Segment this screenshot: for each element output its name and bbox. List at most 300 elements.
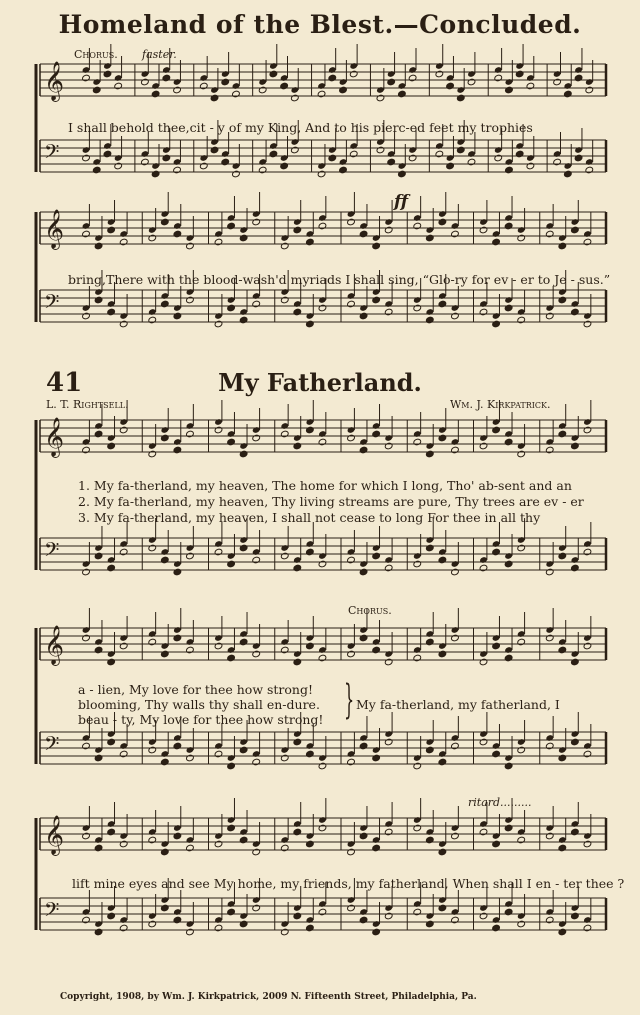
- note-head: [413, 438, 422, 446]
- note-head: [438, 218, 447, 226]
- note-head: [82, 634, 91, 642]
- lyric-line-1: I shall behold thee,cit - y of my King, And to his pierc-ed feet my trophies: [68, 120, 533, 135]
- note-head: [451, 742, 460, 750]
- note-head: [318, 222, 327, 230]
- note-head: [435, 150, 444, 158]
- note-head: [239, 920, 248, 928]
- note-head: [438, 758, 447, 766]
- cont-verse-2: blooming, Thy walls thy shall en-dure.: [78, 697, 320, 712]
- note-head: [94, 430, 103, 438]
- treble-clef-icon: 𝄞: [44, 417, 65, 457]
- note-head: [558, 242, 567, 250]
- note-head: [173, 568, 182, 576]
- note-head: [119, 320, 128, 328]
- note-head: [574, 74, 583, 82]
- note-head: [492, 840, 501, 848]
- note-head: [239, 836, 248, 844]
- note-head: [372, 646, 381, 654]
- note-head: [517, 234, 526, 242]
- note-head: [148, 920, 157, 928]
- note-head: [426, 836, 435, 844]
- note-head: [306, 548, 315, 556]
- verse-brace: }: [344, 677, 355, 723]
- chorus-lyric: My fa-therland, my fatherland, I: [356, 697, 560, 712]
- note-head: [359, 446, 368, 454]
- note-head: [252, 650, 261, 658]
- note-head: [426, 234, 435, 242]
- note-head: [186, 928, 195, 936]
- note-head: [504, 560, 513, 568]
- note-head: [347, 904, 356, 912]
- note-head: [161, 848, 170, 856]
- note-head: [252, 758, 261, 766]
- note-head: [384, 308, 393, 316]
- note-head: [372, 928, 381, 936]
- note-head: [82, 916, 91, 924]
- note-head: [438, 300, 447, 308]
- note-head: [571, 226, 580, 234]
- note-head: [564, 90, 573, 98]
- note-head: [451, 634, 460, 642]
- note-head: [359, 832, 368, 840]
- note-head: [318, 304, 327, 312]
- note-head: [306, 750, 315, 758]
- note-head: [94, 928, 103, 936]
- note-head: [119, 548, 128, 556]
- note-head: [94, 552, 103, 560]
- note-head: [306, 642, 315, 650]
- note-head: [571, 912, 580, 920]
- note-head: [398, 90, 407, 98]
- note-head: [408, 74, 417, 82]
- note-head: [214, 426, 223, 434]
- note-head: [239, 234, 248, 242]
- note-head: [384, 828, 393, 836]
- note-head: [494, 154, 503, 162]
- note-head: [558, 754, 567, 762]
- note-head: [446, 162, 455, 170]
- note-head: [214, 642, 223, 650]
- note-head: [426, 638, 435, 646]
- note-head: [515, 150, 524, 158]
- note-head: [545, 634, 554, 642]
- ritard-marking: ritard.........: [468, 796, 532, 809]
- note-head: [161, 434, 170, 442]
- note-head: [558, 928, 567, 936]
- note-head: [318, 560, 327, 568]
- note-head: [504, 762, 513, 770]
- note-head: [515, 70, 524, 78]
- chorus-label-1: Chorus.: [74, 48, 118, 61]
- treble-clef-icon: 𝄞: [44, 815, 65, 855]
- note-head: [494, 74, 503, 82]
- lyric-line-2: bring,There with the blood-wash'd myriads I shall sing, “Glo-ry for ev - er to Je - sus.”: [68, 272, 611, 287]
- note-head: [384, 226, 393, 234]
- note-head: [339, 86, 348, 94]
- note-head: [252, 556, 261, 564]
- note-head: [438, 556, 447, 564]
- note-head: [103, 70, 112, 78]
- note-head: [517, 836, 526, 844]
- note-head: [239, 544, 248, 552]
- note-head: [82, 446, 91, 454]
- note-head: [517, 544, 526, 552]
- note-head: [318, 438, 327, 446]
- note-head: [328, 154, 337, 162]
- note-head: [413, 824, 422, 832]
- note-head: [359, 916, 368, 924]
- note-head: [384, 564, 393, 572]
- note-head: [214, 548, 223, 556]
- note-head: [280, 646, 289, 654]
- note-head: [94, 646, 103, 654]
- note-head: [456, 146, 465, 154]
- note-head: [467, 78, 476, 86]
- note-head: [492, 238, 501, 246]
- note-head: [384, 912, 393, 920]
- note-head: [173, 742, 182, 750]
- note-head: [359, 568, 368, 576]
- treble-clef-icon: 𝄞: [44, 61, 65, 101]
- note-head: [232, 170, 241, 178]
- note-head: [479, 658, 488, 666]
- chorus-label-2: Chorus.: [348, 604, 392, 617]
- note-head: [141, 158, 150, 166]
- note-head: [82, 154, 91, 162]
- note-head: [574, 154, 583, 162]
- note-head: [438, 848, 447, 856]
- note-head: [384, 738, 393, 746]
- note-head: [492, 924, 501, 932]
- note-head: [571, 308, 580, 316]
- note-head: [558, 646, 567, 654]
- note-head: [306, 320, 315, 328]
- note-head: [492, 320, 501, 328]
- treble-clef-icon: 𝄞: [44, 209, 65, 249]
- note-head: [571, 442, 580, 450]
- note-head: [585, 86, 594, 94]
- note-head: [571, 564, 580, 572]
- note-head: [227, 824, 236, 832]
- note-head: [479, 912, 488, 920]
- note-head: [451, 446, 460, 454]
- note-head: [372, 296, 381, 304]
- note-head: [426, 920, 435, 928]
- note-head: [306, 426, 315, 434]
- composer: Wm. J. Kirkpatrick.: [450, 398, 551, 411]
- note-head: [545, 742, 554, 750]
- note-head: [451, 312, 460, 320]
- note-head: [173, 166, 182, 174]
- note-head: [372, 754, 381, 762]
- note-head: [227, 908, 236, 916]
- note-head: [571, 738, 580, 746]
- note-head: [339, 166, 348, 174]
- note-head: [280, 844, 289, 852]
- note-head: [280, 82, 289, 90]
- note-head: [293, 912, 302, 920]
- note-head: [199, 82, 208, 90]
- note-head: [214, 320, 223, 328]
- note-head: [293, 738, 302, 746]
- note-head: [426, 316, 435, 324]
- note-head: [252, 300, 261, 308]
- note-head: [517, 450, 526, 458]
- note-head: [214, 840, 223, 848]
- note-head: [376, 94, 385, 102]
- note-head: [94, 754, 103, 762]
- note-head: [413, 560, 422, 568]
- note-head: [306, 924, 315, 932]
- note-head: [347, 218, 356, 226]
- note-head: [227, 438, 236, 446]
- note-head: [347, 758, 356, 766]
- note-head: [372, 430, 381, 438]
- note-head: [162, 154, 171, 162]
- note-head: [359, 634, 368, 642]
- note-head: [114, 162, 123, 170]
- note-head: [186, 296, 195, 304]
- note-head: [119, 750, 128, 758]
- note-head: [553, 158, 562, 166]
- note-head: [306, 238, 315, 246]
- note-head: [413, 304, 422, 312]
- bass-clef-icon: 𝄢: [44, 732, 60, 760]
- note-head: [387, 78, 396, 86]
- note-head: [227, 762, 236, 770]
- note-head: [318, 824, 327, 832]
- note-head: [505, 166, 514, 174]
- bass-clef-icon: 𝄢: [44, 290, 60, 318]
- note-head: [426, 544, 435, 552]
- note-head: [492, 750, 501, 758]
- note-head: [82, 74, 91, 82]
- note-head: [186, 430, 195, 438]
- note-head: [210, 94, 219, 102]
- note-head: [384, 658, 393, 666]
- note-head: [269, 70, 278, 78]
- note-head: [173, 634, 182, 642]
- note-head: [479, 828, 488, 836]
- note-head: [376, 146, 385, 154]
- note-head: [293, 564, 302, 572]
- note-head: [107, 564, 116, 572]
- note-head: [239, 746, 248, 754]
- hymn-number: 41: [46, 368, 83, 398]
- note-head: [258, 166, 267, 174]
- note-head: [221, 158, 230, 166]
- note-head: [280, 552, 289, 560]
- note-head: [293, 828, 302, 836]
- bass-clef-icon: 𝄢: [44, 538, 60, 566]
- note-head: [504, 908, 513, 916]
- verse-3: 3. My fa-therland, my heaven, I shall not cease to long For thee in all thy: [78, 510, 541, 525]
- note-head: [456, 94, 465, 102]
- note-head: [413, 222, 422, 230]
- note-head: [318, 762, 327, 770]
- note-head: [413, 908, 422, 916]
- note-head: [347, 556, 356, 564]
- note-head: [148, 638, 157, 646]
- note-head: [173, 230, 182, 238]
- note-head: [173, 832, 182, 840]
- note-head: [162, 74, 171, 82]
- note-head: [359, 312, 368, 320]
- note-head: [504, 824, 513, 832]
- note-head: [438, 434, 447, 442]
- note-head: [545, 832, 554, 840]
- dynamic-ff: ff: [394, 192, 409, 212]
- note-head: [583, 426, 592, 434]
- note-head: [347, 300, 356, 308]
- note-head: [239, 638, 248, 646]
- note-head: [119, 840, 128, 848]
- note-head: [103, 150, 112, 158]
- note-head: [252, 218, 261, 226]
- note-head: [479, 738, 488, 746]
- note-head: [214, 238, 223, 246]
- note-head: [585, 166, 594, 174]
- note-head: [426, 450, 435, 458]
- note-head: [451, 832, 460, 840]
- note-head: [186, 552, 195, 560]
- note-head: [151, 170, 160, 178]
- page-title: Homeland of the Blest.—Concluded.: [58, 10, 582, 39]
- note-head: [517, 316, 526, 324]
- note-head: [161, 300, 170, 308]
- note-head: [161, 556, 170, 564]
- note-head: [504, 654, 513, 662]
- note-head: [413, 654, 422, 662]
- note-head: [258, 86, 267, 94]
- final-lyric: lift mine eyes and see My home, my friends, my fatherland, When shall I en - ter thee ?: [72, 876, 625, 891]
- note-head: [438, 650, 447, 658]
- treble-clef-icon: 𝄞: [44, 625, 65, 665]
- note-head: [545, 230, 554, 238]
- copyright-footer: Copyright, 1908, by Wm. J. Kirkpatrick, 2009 N. Fifteenth Street, Philadelphia, Pa.: [60, 992, 477, 1002]
- note-head: [151, 90, 160, 98]
- note-head: [186, 844, 195, 852]
- note-head: [505, 86, 514, 94]
- note-head: [107, 226, 116, 234]
- verse-2: 2. My fa-therland, my heaven, Thy living streams are pure, Thy trees are ev - er: [78, 494, 584, 509]
- note-head: [426, 746, 435, 754]
- note-head: [306, 840, 315, 848]
- bass-clef-icon: 𝄢: [44, 140, 60, 168]
- note-head: [517, 746, 526, 754]
- note-head: [564, 170, 573, 178]
- note-head: [148, 234, 157, 242]
- note-head: [504, 438, 513, 446]
- note-head: [517, 638, 526, 646]
- note-head: [583, 750, 592, 758]
- note-head: [347, 650, 356, 658]
- note-head: [291, 146, 300, 154]
- note-head: [252, 434, 261, 442]
- note-head: [558, 552, 567, 560]
- note-head: [269, 150, 278, 158]
- note-head: [94, 242, 103, 250]
- note-head: [280, 928, 289, 936]
- note-head: [438, 904, 447, 912]
- note-head: [227, 304, 236, 312]
- note-head: [148, 450, 157, 458]
- note-head: [280, 296, 289, 304]
- note-head: [148, 544, 157, 552]
- note-head: [107, 912, 116, 920]
- note-head: [227, 654, 236, 662]
- note-head: [92, 86, 101, 94]
- note-head: [583, 238, 592, 246]
- note-head: [119, 924, 128, 932]
- cont-verse-3: beau - ty, My love for thee how strong!: [78, 712, 324, 727]
- note-head: [252, 848, 261, 856]
- verse-1: 1. My fa-therland, my heaven, The home for which I long, Tho' ab-sent and an: [78, 478, 572, 493]
- note-head: [114, 82, 123, 90]
- note-head: [210, 146, 219, 154]
- note-head: [479, 226, 488, 234]
- note-head: [479, 564, 488, 572]
- note-head: [492, 642, 501, 650]
- note-head: [545, 568, 554, 576]
- note-head: [107, 442, 116, 450]
- note-head: [94, 844, 103, 852]
- note-head: [141, 78, 150, 86]
- note-head: [119, 642, 128, 650]
- note-head: [82, 568, 91, 576]
- note-head: [173, 312, 182, 320]
- note-head: [173, 86, 182, 94]
- note-head: [504, 304, 513, 312]
- note-head: [173, 446, 182, 454]
- note-head: [359, 742, 368, 750]
- note-head: [173, 916, 182, 924]
- note-head: [359, 230, 368, 238]
- note-head: [221, 78, 230, 86]
- note-head: [161, 650, 170, 658]
- note-head: [148, 316, 157, 324]
- tempo-marking: faster.: [142, 48, 177, 61]
- note-head: [227, 222, 236, 230]
- note-head: [372, 552, 381, 560]
- note-head: [293, 658, 302, 666]
- hymn-title: My Fatherland.: [218, 368, 422, 397]
- note-head: [94, 296, 103, 304]
- note-head: [583, 642, 592, 650]
- note-head: [280, 430, 289, 438]
- note-head: [293, 442, 302, 450]
- note-head: [446, 82, 455, 90]
- note-head: [161, 758, 170, 766]
- note-head: [293, 308, 302, 316]
- note-head: [545, 312, 554, 320]
- note-head: [583, 924, 592, 932]
- note-head: [280, 242, 289, 250]
- note-head: [328, 74, 337, 82]
- note-head: [545, 446, 554, 454]
- note-head: [583, 548, 592, 556]
- note-head: [291, 94, 300, 102]
- note-head: [479, 442, 488, 450]
- note-head: [349, 150, 358, 158]
- note-head: [492, 426, 501, 434]
- note-head: [558, 296, 567, 304]
- note-head: [526, 162, 535, 170]
- note-head: [82, 832, 91, 840]
- note-head: [467, 158, 476, 166]
- note-head: [107, 738, 116, 746]
- note-head: [571, 828, 580, 836]
